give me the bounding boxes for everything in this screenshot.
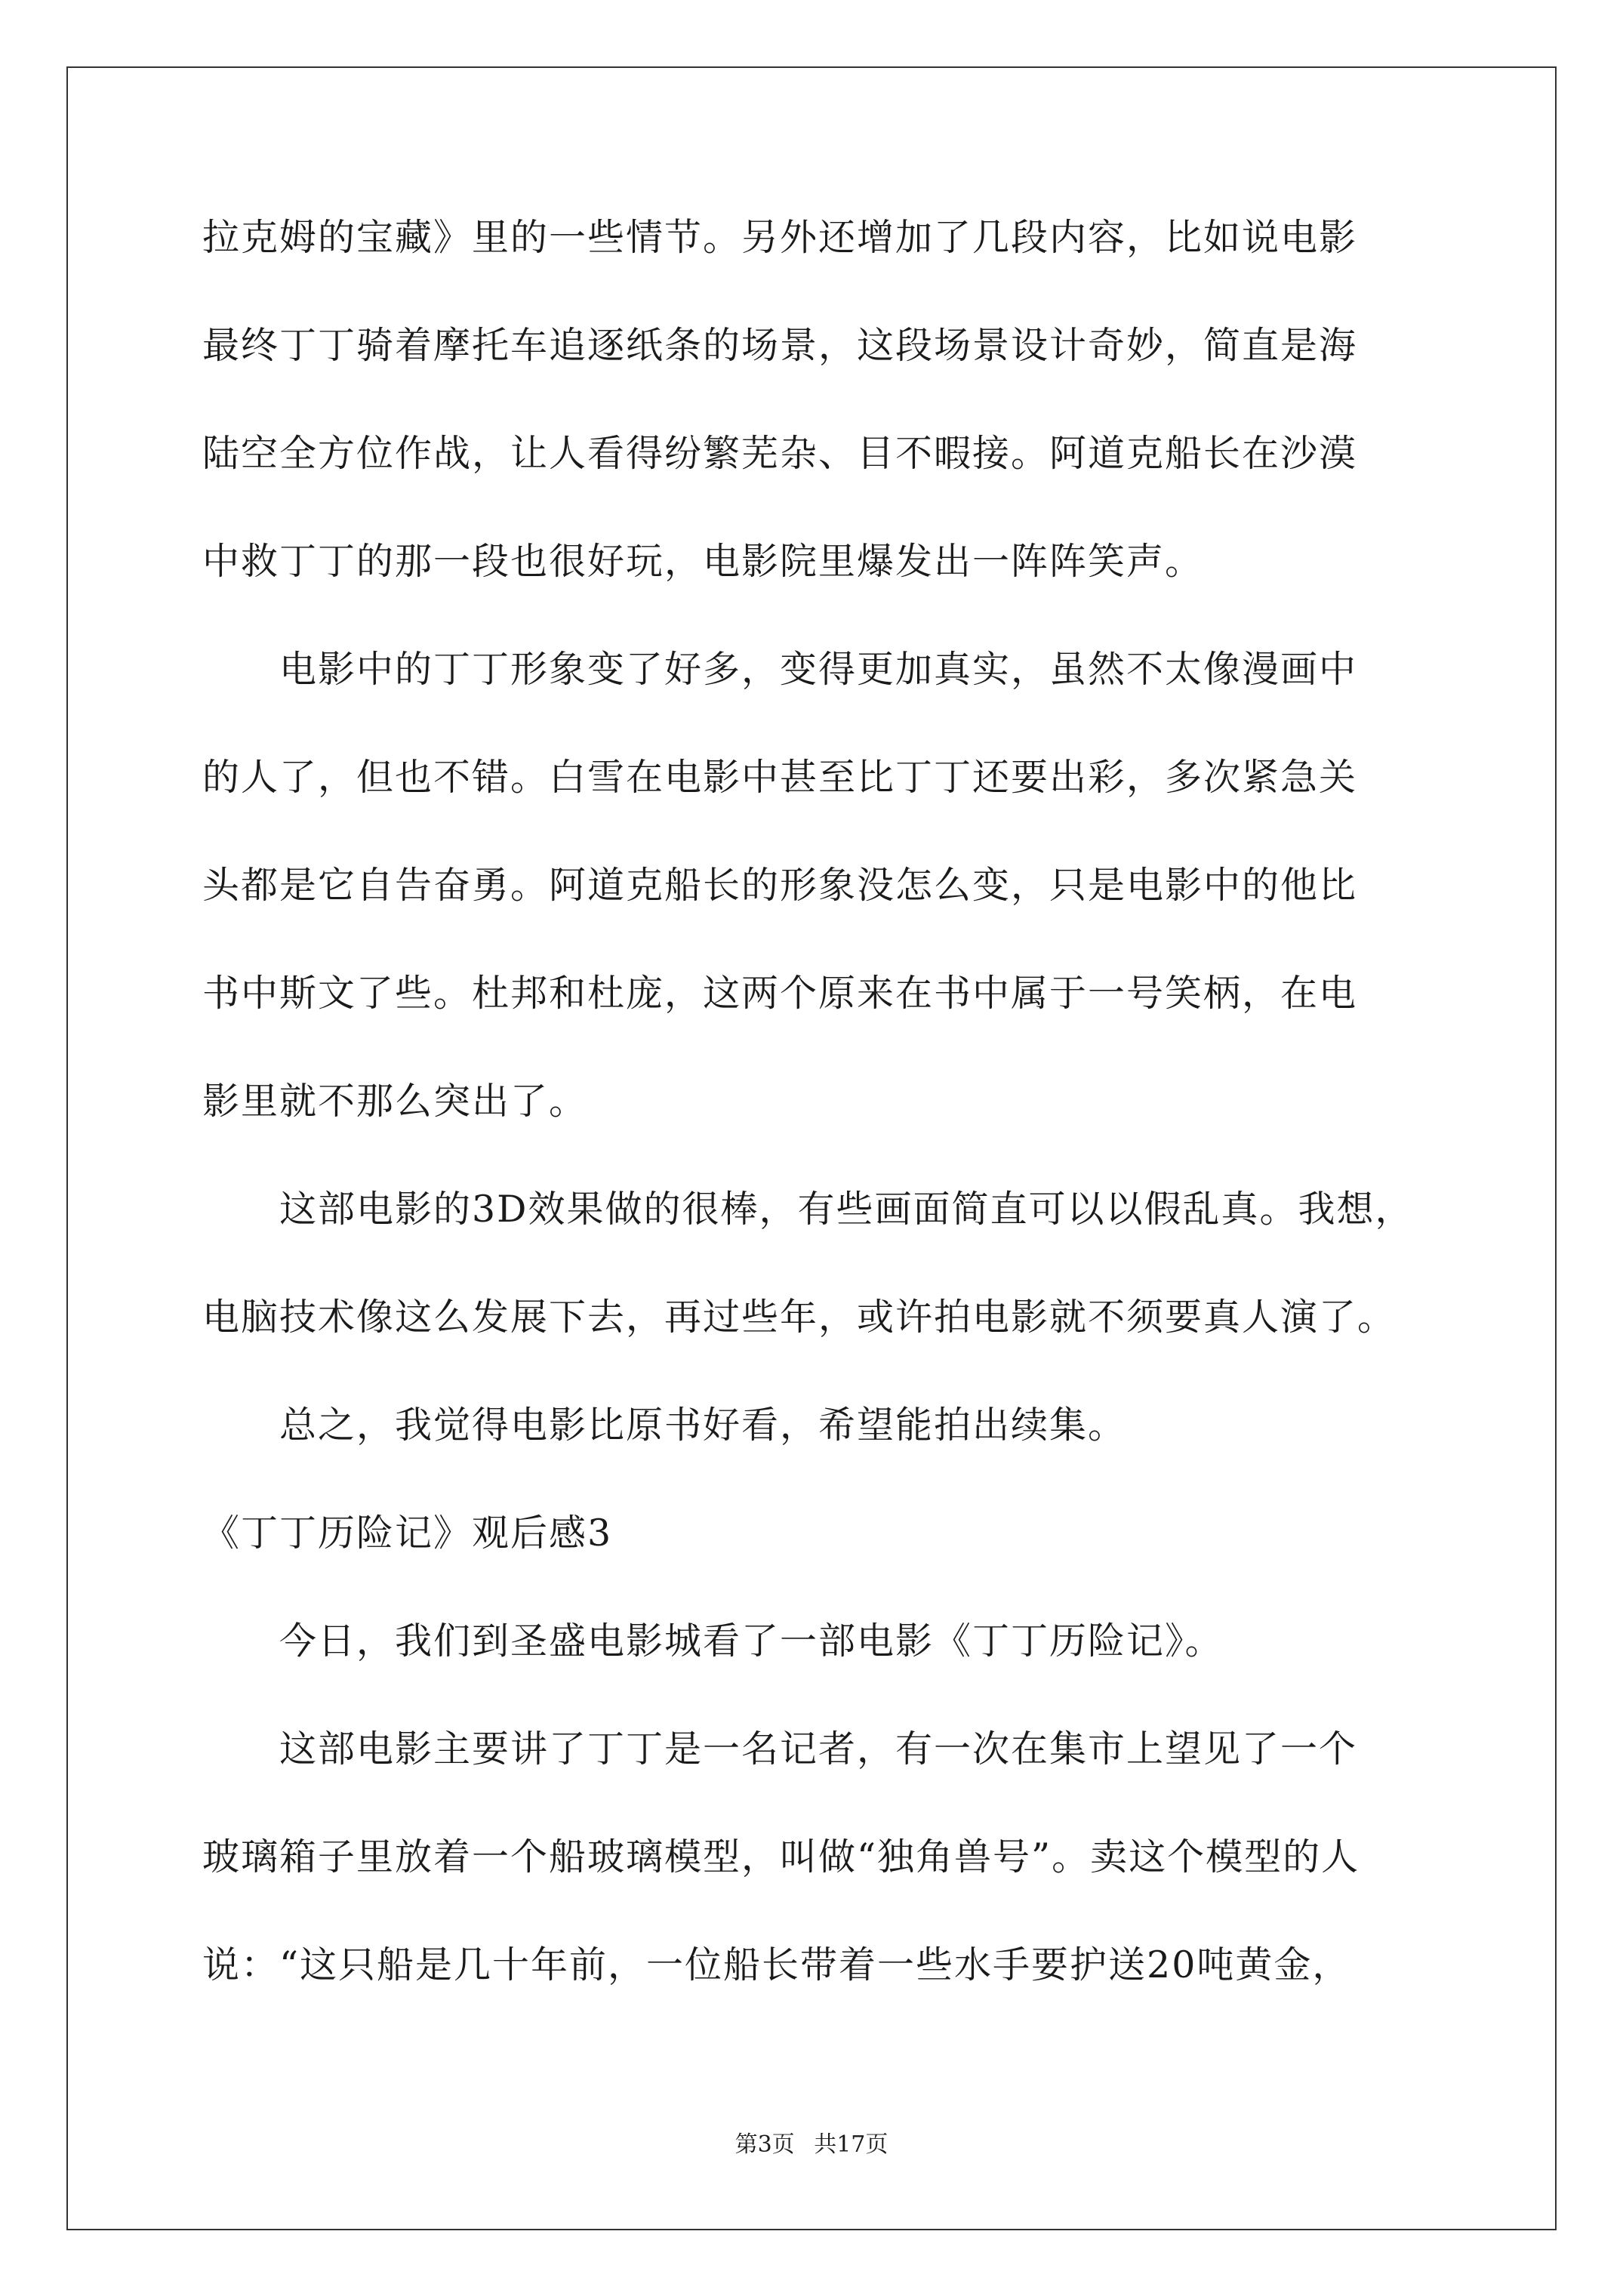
paragraph-start-line: 今日，我们到圣盛电影城看了一部电影《丁丁历险记》。 <box>279 1620 1224 1663</box>
page-number: 第3页 <box>735 2131 795 2158</box>
paragraph-start-line: 这部电影主要讲了丁丁是一名记者，有一次在集市上望见了一个 <box>279 1727 1358 1771</box>
text-line: 陆空全方位作战，让人看得纷繁芜杂、目不暇接。阿道克船长在沙漠 <box>202 432 1358 475</box>
paragraph-start-line: 这部电影的3D效果做的很棒，有些画面简直可以以假乱真。我想， <box>279 1188 1414 1231</box>
text-line: 玻璃箱子里放着一个船玻璃模型，叫做“独角兽号”。卖这个模型的人 <box>202 1835 1360 1878</box>
document-body <box>202 216 1440 2054</box>
paragraph-start-line: 总之，我觉得电影比原书好看，希望能拍出续集。 <box>279 1404 1127 1447</box>
text-line: 的人了，但也不错。白雪在电影中甚至比丁丁还要出彩，多次紧急关 <box>202 756 1358 799</box>
page-footer <box>0 2131 1623 2158</box>
text-line: 说：“这只船是几十年前，一位船长带着一些水手要护送20吨黄金， <box>202 1943 1351 1986</box>
text-line: 中救丁丁的那一段也很好玩，电影院里爆发出一阵阵笑声。 <box>202 540 1204 583</box>
text-line: 影里就不那么突出了。 <box>202 1080 588 1123</box>
page-total: 共17页 <box>814 2131 888 2158</box>
text-line: 书中斯文了些。杜邦和杜庞，这两个原来在书中属于一号笑柄，在电 <box>202 972 1358 1015</box>
paragraph-start-line: 电影中的丁丁形象变了好多，变得更加真实，虽然不太像漫画中 <box>279 648 1358 691</box>
text-line: 头都是它自告奋勇。阿道克船长的形象没怎么变，只是电影中的他比 <box>202 864 1358 907</box>
section-heading: 《丁丁历险记》观后感3 <box>202 1512 613 1555</box>
text-line: 电脑技术像这么发展下去，再过些年，或许拍电影就不须要真人演了。 <box>202 1296 1397 1339</box>
text-line: 拉克姆的宝藏》里的一些情节。另外还增加了几段内容，比如说电影 <box>202 216 1358 259</box>
text-line: 最终丁丁骑着摩托车追逐纸条的场景，这段场景设计奇妙，简直是海 <box>202 324 1358 367</box>
